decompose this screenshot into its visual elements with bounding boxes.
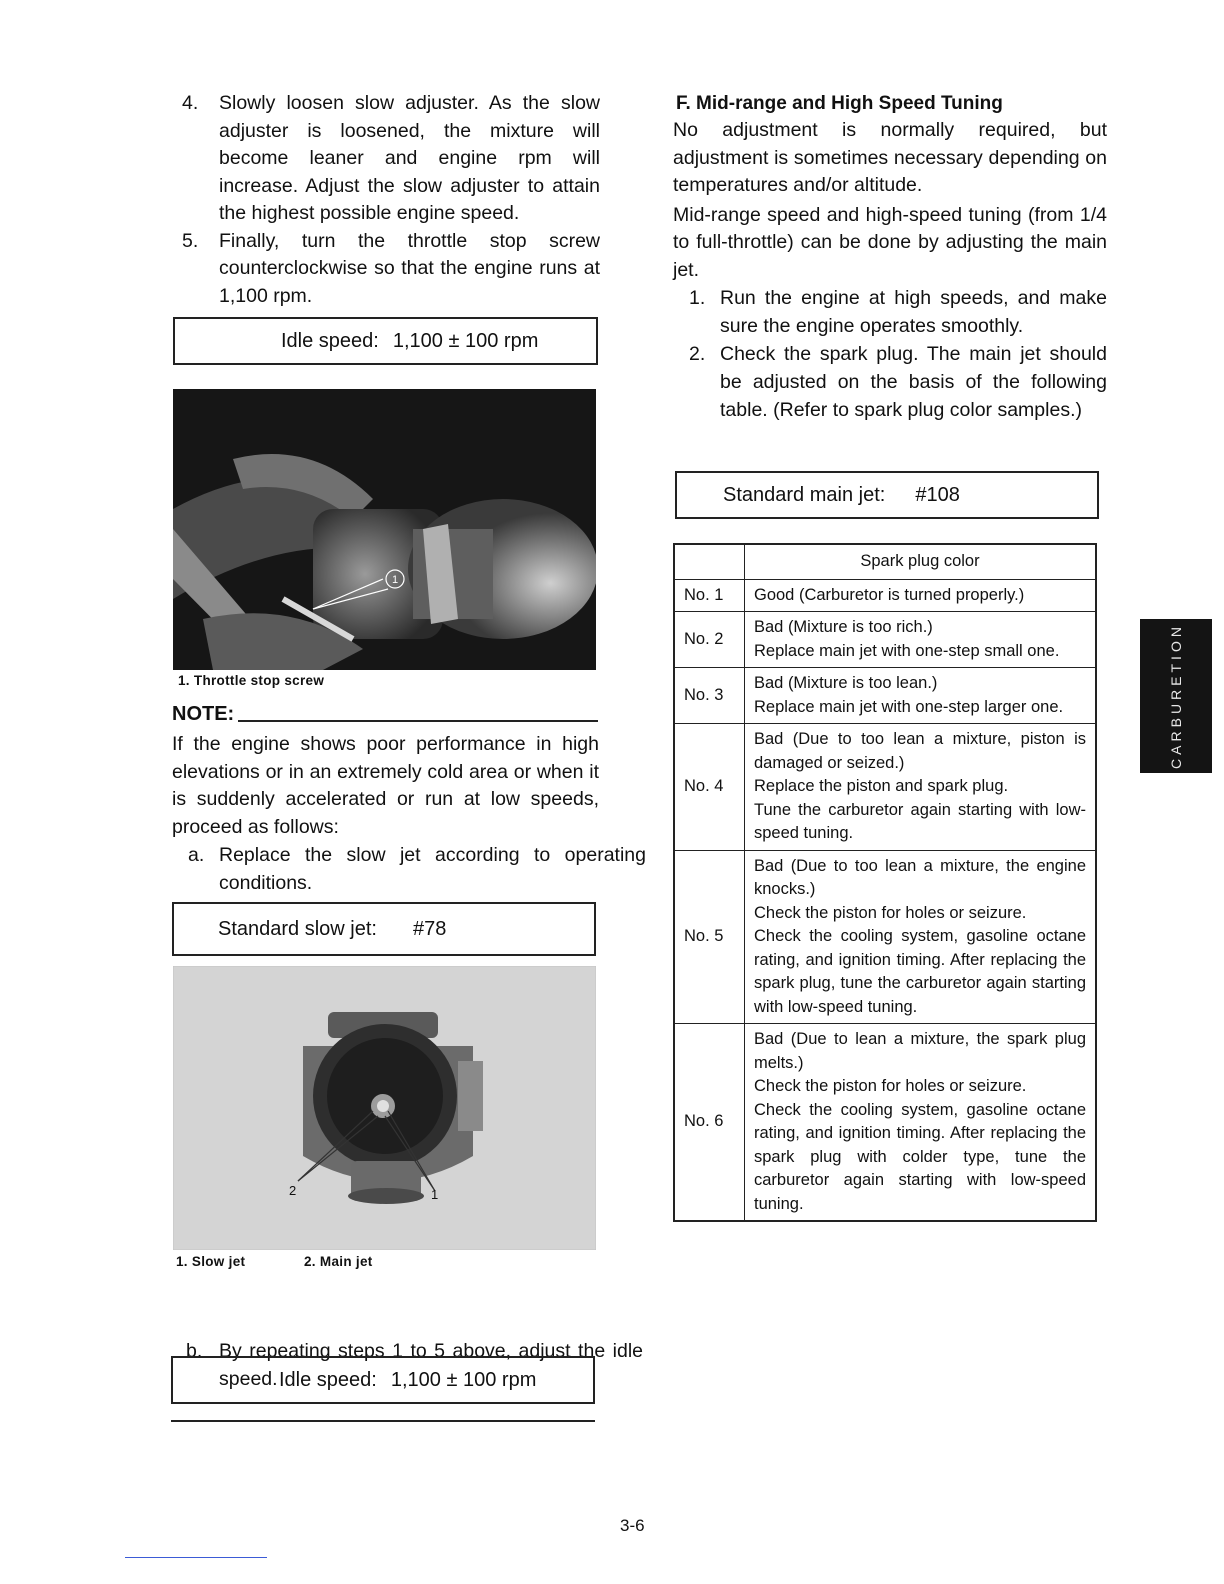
- spec-value: #78: [412, 917, 447, 940]
- step-4: [172, 90, 600, 228]
- note-text: If the engine shows poor performance in high elevations or in an extremely cold area or when it is suddenly accelerated or run at low speeds, proceed as follows:: [172, 733, 599, 838]
- step-text: Slowly loosen slow adjuster. As the slow adjuster is loosened, the mixture will become leaner and engine rpm will increase. Adjust the slow adjuster to attain the highest possible engine speed.: [219, 92, 600, 224]
- idle-speed-box-2: [171, 1356, 595, 1404]
- note-title: NOTE:: [172, 703, 235, 725]
- row-line: Bad (Due to lean a mixture, the spark plug melts.): [754, 1030, 1086, 1072]
- table-header-empty: [674, 544, 745, 579]
- row-line: Bad (Mixture is too rich.): [754, 618, 933, 636]
- row-number: No. 3: [674, 668, 745, 724]
- paragraph-2: Mid-range speed and high-speed tuning (from 1/4 to full-throttle) can be done by adjusting the main jet.: [673, 203, 1107, 281]
- step-number: 1.: [689, 287, 706, 309]
- row-description: [745, 579, 1097, 612]
- photo-callout: 1: [391, 574, 399, 586]
- idle-speed-box-1: [173, 317, 598, 365]
- row-description: [745, 668, 1097, 724]
- spec-label: Idle speed:: [279, 1368, 377, 1391]
- row-number: No. 1: [674, 579, 745, 612]
- spec-value: 1,100 ± 100 rpm: [390, 1368, 537, 1391]
- row-description: [745, 850, 1097, 1024]
- step-number: a.: [188, 844, 205, 866]
- photo2-caption-slow-jet: 1. Slow jet: [176, 1254, 246, 1269]
- table-row: [674, 579, 1096, 612]
- section-end-rule: [171, 1420, 595, 1422]
- photo1-caption: 1. Throttle stop screw: [178, 673, 325, 688]
- spec-value: #108: [915, 483, 960, 506]
- row-description: [745, 1024, 1097, 1222]
- carburetor-jets-photo: [173, 966, 596, 1250]
- note-heading: [172, 703, 598, 726]
- step-1: [673, 285, 1107, 340]
- step-text: Check the spark plug. The main jet should be adjusted on the basis of the following table. (Refer to spark plug color samples.): [720, 343, 1107, 421]
- page-number: 3-6: [620, 1516, 645, 1535]
- row-line: Bad (Mixture is too lean.): [754, 674, 938, 692]
- step-number: 4.: [182, 92, 199, 114]
- carburetor-illustration: [173, 966, 596, 1250]
- row-number: No. 4: [674, 724, 745, 851]
- step-text: Finally, turn the throttle stop screw counterclockwise so that the engine runs at 1,100 rpm.: [219, 229, 600, 307]
- step-number: b.: [186, 1340, 203, 1362]
- section-side-tab: [1140, 619, 1212, 773]
- right-column: [673, 90, 1107, 424]
- row-number: No. 2: [674, 612, 745, 668]
- spark-plug-color-table: [673, 543, 1097, 1222]
- photo-callout-1: 1: [431, 1187, 439, 1202]
- photo2-caption-main-jet: 2. Main jet: [304, 1254, 373, 1269]
- side-tab-label: CARBURETION: [1168, 623, 1184, 769]
- spec-label: Standard slow jet:: [218, 917, 377, 940]
- standard-main-jet-box: [675, 471, 1099, 519]
- row-line: Check the piston for holes or seizure.: [754, 1077, 1027, 1095]
- row-line: Tune the carburetor again starting with low-speed tuning.: [754, 800, 1086, 842]
- row-line: Replace main jet with one-step larger one.: [754, 697, 1064, 716]
- spec-label: Standard main jet:: [723, 483, 886, 506]
- table-row: [674, 724, 1096, 851]
- table-row: [674, 612, 1096, 668]
- standard-slow-jet-box: [172, 902, 596, 956]
- row-line: Check the cooling system, gasoline octane rating, and ignition timing. After replacing the spark plug, tune the carburetor again starting with low-speed tuning.: [754, 927, 1086, 1016]
- step-text: Run the engine at high speeds, and make sure the engine operates smoothly.: [720, 287, 1107, 337]
- note-rule: [238, 720, 598, 722]
- spark-plug-table-wrapper: [673, 543, 1097, 1222]
- step-text: Replace the slow jet according to operating conditions.: [219, 844, 646, 894]
- footer-link-rule: [125, 1557, 267, 1558]
- throttle-stop-screw-photo: [173, 389, 596, 670]
- photo-callout-2: 2: [289, 1183, 297, 1198]
- row-line: Replace the piston and spark plug.: [754, 777, 1009, 795]
- row-line: Replace main jet with one-step small one.: [754, 641, 1060, 660]
- paragraph-1: No adjustment is normally required, but adjustment is sometimes necessary depending on temperatures and/or altitude.: [673, 119, 1107, 196]
- row-line: Check the cooling system, gasoline octane rating, and ignition timing. After replacing the spark plug with colder type, tune the carburetor again starting with low-speed tuning.: [754, 1100, 1086, 1213]
- row-number: No. 6: [674, 1024, 745, 1222]
- step-number: 2.: [689, 343, 706, 365]
- row-line: Good (Carburetor is turned properly.): [754, 585, 1025, 604]
- row-description: [745, 724, 1097, 851]
- step-a: [172, 842, 646, 897]
- table-row: [674, 850, 1096, 1024]
- table-row: [674, 1024, 1096, 1222]
- section-heading: F. Mid-range and High Speed Tuning: [676, 93, 1003, 114]
- row-line: Bad (Due to too lean a mixture, the engine knocks.): [754, 856, 1086, 898]
- step-5: [172, 228, 600, 311]
- table-header: Spark plug color: [745, 544, 1097, 579]
- row-line: Check the piston for holes or seizure.: [754, 903, 1027, 922]
- step-2: [673, 340, 1107, 424]
- row-number: No. 5: [674, 850, 745, 1024]
- step-text: By repeating steps 1 to 5 above, adjust the idle speed.: [219, 1340, 643, 1390]
- table-header-row: [674, 544, 1096, 579]
- step-number: 5.: [182, 229, 199, 252]
- row-description: [745, 612, 1097, 668]
- spec-label: Idle speed:: [281, 329, 379, 352]
- row-line: Bad (Due to too lean a mixture, piston is damaged or seized.): [754, 730, 1086, 772]
- spec-value: 1,100 ± 100 rpm: [392, 329, 539, 352]
- left-column: [172, 90, 600, 310]
- engine-photo-illustration: [173, 389, 596, 670]
- table-row: [674, 668, 1096, 724]
